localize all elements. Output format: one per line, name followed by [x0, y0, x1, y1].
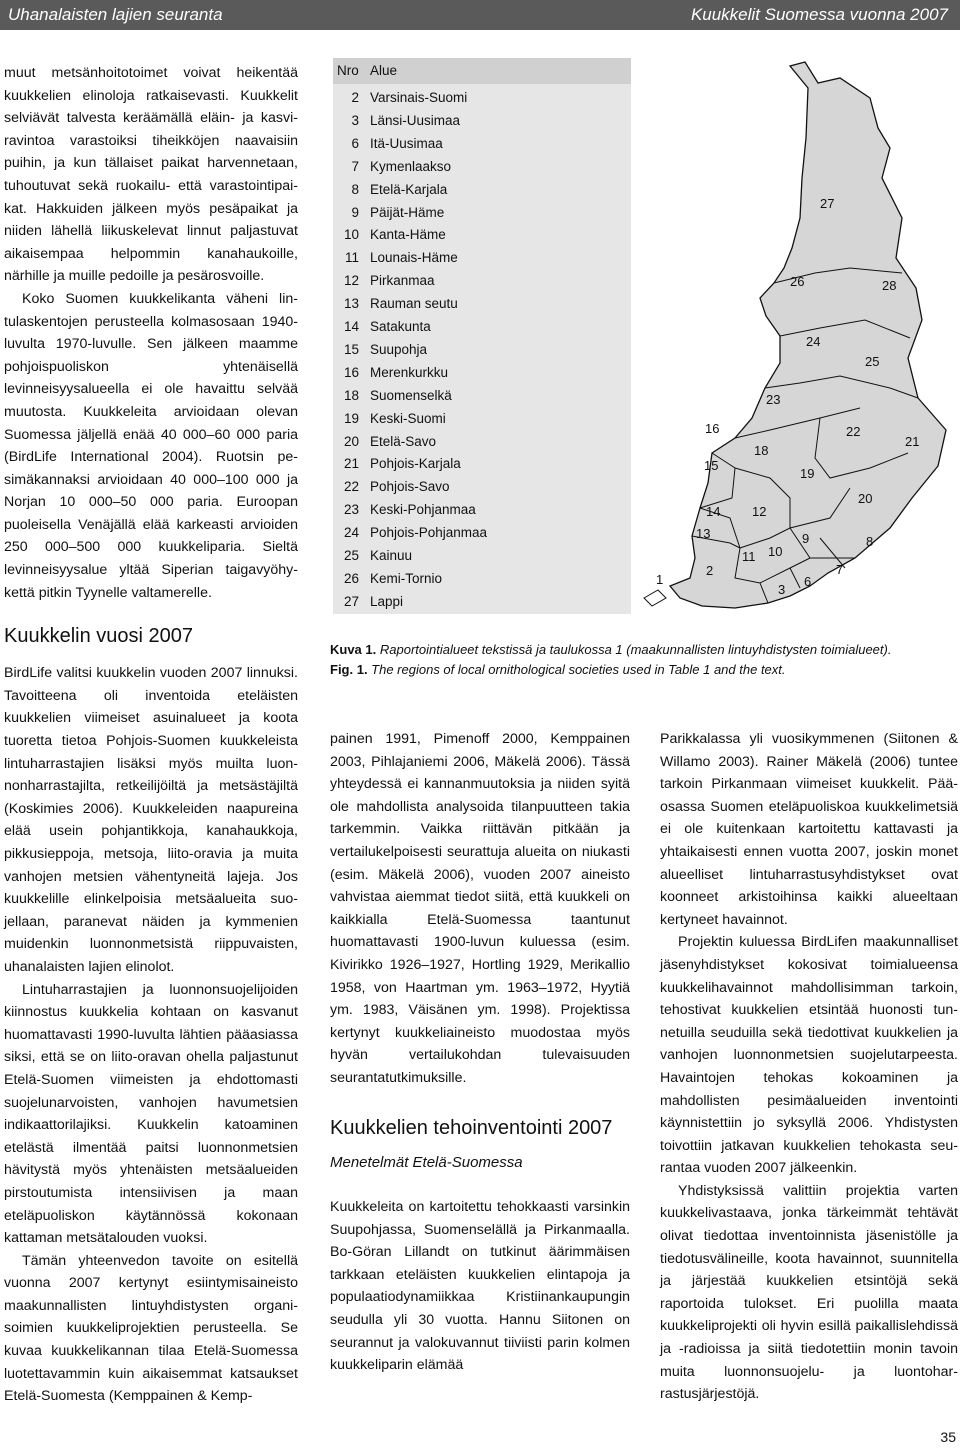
map-region-label: 18 — [754, 443, 769, 458]
table-row — [333, 525, 631, 548]
map-region-label: 3 — [778, 582, 786, 597]
row-region: Lappi — [370, 593, 404, 609]
map-region-label: 23 — [766, 392, 781, 407]
row-number: 26 — [343, 570, 359, 586]
row-number: 25 — [343, 548, 359, 563]
table-row — [333, 136, 631, 159]
row-region: Kanta-Häme — [370, 227, 446, 243]
header-alue: Alue — [370, 63, 398, 78]
row-region: Etelä-Savo — [370, 433, 437, 449]
paragraph: Projektin kuluessa BirdLifen maakunnalliset jäsenyhdistykset kokosivat toimialueensa kuukkelihavainnot mahdollisimman tarkoin, tehostivat kuukkelien etsintää huonosti tunnetuilla seuduilla sekä tiedottivat kuukkelien ja vanhojen luonnonmetsien suojelutarpeesta. Havaintojen tehokas kokoaminen ja mahdollisten pesimäalueiden inventointi käynnistettiin jo syksyllä 2006. Yhdistysten toivottiin jatkavan kuukkelien tehokasta seurantaa vuoden 2007 jälkeenkin. — [660, 934, 958, 1177]
caption-text-en: The regions of local ornithological societies used in Table 1 and the text. — [367, 662, 786, 677]
row-number: 9 — [351, 204, 359, 220]
map-region-label: 22 — [846, 424, 861, 439]
table-row — [333, 434, 631, 457]
map-region-label: 6 — [804, 574, 812, 589]
header-nro: Nro — [337, 63, 359, 78]
row-region: Etelä-Karjala — [370, 181, 448, 197]
row-number: 13 — [343, 296, 359, 312]
table-row — [333, 594, 631, 617]
table-row — [333, 342, 631, 365]
header-right: Kuukkelit Suomessa vuonna 2007 — [690, 5, 948, 24]
map-region-label: 9 — [802, 531, 810, 546]
header-left: Uhanalaisten lajien seuranta — [8, 5, 223, 24]
table-row — [333, 296, 631, 319]
row-number: 22 — [343, 479, 359, 495]
table-header — [333, 58, 631, 84]
map-region-label: 24 — [806, 334, 821, 349]
map-region-label: 25 — [865, 354, 880, 369]
column-1 — [4, 62, 298, 1408]
map-region-label: 16 — [705, 421, 720, 436]
subsection-heading: Menetelmät Etelä-Suomessa — [330, 1153, 523, 1171]
paragraph: BirdLife valitsi kuukkelin vuoden 2007 linnuksi. Tavoitteena oli inventoida eteläisten kuukkelien viimeiset asuinalueet ja koota tuoretta tietoa Pohjois-Suomen kuukkeleista lintuharrastajien lisäksi myös muilta luonnonharrastajilta, retkeilijöiltä ja metsästäjiltä (Koskimies 2006). Kuukkeleiden naapureina elää usein pohjantikkoja, kanahaukkoja, pikkusieppoja, metsoja, liito-oravia ja muita vanhojen metsien vähentyneitä lajeja. Jos kuukkelille elinkelpoisia metsäalueita suojellaan, paranevat näiden ja kymmenien muidenkin luonnonmetsistä riippuvaisten, uhanalaisten lajien elinolot. — [4, 665, 298, 975]
aland-islands — [644, 590, 666, 606]
column-2 — [330, 728, 630, 1377]
map-region-label: 15 — [704, 458, 719, 473]
region-map — [640, 58, 960, 618]
paragraph: Parikkalassa yli vuosikymmenen (Siitonen & Willamo 2003). Rainer Mäkelä (2006) tuntee tarkoin Pirkanmaan viimeiset kuukkelit. Pääosassa Suomen eteläpuoliskoa kuukkelimetsiä ei ole kuitenkaan kartoitettu kattavasti ja yhtaikaisesti ennen vuotta 2007, joskin monet alueelliset lintuharrastusyhdistykset ovat koonneet arkistoihinsa kaikki alueeltaan kertyneet havainnot. — [660, 731, 958, 928]
row-number: 15 — [343, 341, 359, 357]
row-region: Pohjois-Karjala — [370, 456, 461, 472]
map-region-label: 7 — [836, 562, 844, 577]
section-heading: Kuukkelien tehoinventointi 2007 — [330, 1116, 613, 1139]
paragraph: muut metsänhoitotoimet voivat heikentää kuukkelien elinoloja ratkaisevasti. Kuukkelit selviävät talvesta keräämällä eläin- ja kasviravintoa varastoiksi tiheikköjen naavaisiin puihin, ja kun tällaiset paikat harvennetaan, tuhoutuvat sekä ruokailu- että varastointipaikat. Hakkuiden jälkeen myös pesäpaikat ja niiden lähellä liikuskelevat linnut paljastuvat aikaisempaa helpommin kanahaukoille, närhille ja muille pedoille ja pesärosvoille. — [4, 65, 298, 285]
row-number: 3 — [351, 112, 359, 128]
table-row — [333, 227, 631, 250]
row-number: 10 — [343, 227, 359, 243]
map-region-label: 26 — [790, 274, 805, 289]
map-region-label: 19 — [800, 466, 815, 481]
section-heading: Kuukkelin vuosi 2007 — [4, 625, 194, 648]
paragraph: painen 1991, Pimenoff 2000, Kemppainen 2003, Pihlajaniemi 2006, Mäkelä 2006). Tässä yhteydessä ei kannanmuutoksia ja niiden syitä ole mahdollista analysoida tilanpuutteen takia tarkemmin. Vaikka riittävän pitkään ja vertailukelpoisesti seurattuja alueita on niukasti (esim. Mäkelä 2006), vuoden 2007 aineisto vahvistaa aiemmat tiedot siitä, että kuukkeli on kaikkialla Etelä-Suomessa taantunut huomattavasti 1900-luvun kuluessa (esim. Kivirikko 1926–1927, Hortling 1929, Merikallio 1958, von Haartman ym. 1963–1972, Hyytiä ym. 1983, Väisänen ym. 1998). Projektissa kertynyt kuukkeliaineisto muodostaa myös hyvän vertailukohdan tulevaisuuden seurantatutkimuksille. — [330, 731, 630, 1086]
row-number: 21 — [343, 456, 359, 472]
paragraph: Lintuharrastajien ja luonnonsuojelijoiden kiinnostus kuukkelia kohtaan on kasvanut huomattavasti 1990-luvulta lähtien pääasiassa siksi, että se on liito-oravan ohella paljastunut Etelä-Suomen viimeisten ja ehdottomasti suojelunarvoisten, vanhojen havumetsien indikaattorilajiksi. Kuukkelin katoaminen etelästä ilmentää paitsi luonnonmetsien hävitystä myös yhtenäisten metsäalueiden pirstoutumista intensiivisen ja maan eteläpuoliskon käytännössä kokonaan kattaman metsätalouden vuoksi. — [4, 981, 298, 1247]
table-row — [333, 365, 631, 388]
row-number: 16 — [343, 364, 359, 380]
column-3 — [660, 728, 958, 1406]
table-row — [333, 319, 631, 342]
row-region: Varsinais-Suomi — [370, 90, 468, 105]
caption-text-fi: Raportointialueet tekstissä ja taulukossa 1 (maakunnallisten lintuyhdistysten toimialueet). — [376, 642, 892, 657]
page-number: 35 — [940, 1429, 956, 1445]
figure-caption — [330, 640, 960, 680]
table-row — [333, 250, 631, 273]
table-row — [333, 273, 631, 296]
row-region: Keski-Suomi — [370, 410, 446, 426]
running-header — [0, 0, 960, 30]
row-number: 2 — [351, 90, 359, 105]
table-row — [333, 388, 631, 411]
table-row — [333, 113, 631, 136]
row-region: Suupohja — [370, 341, 428, 357]
paragraph: Kuukkeleita on kartoitettu tehokkaasti varsinkin Suupohjassa, Suomenselällä ja Pirkanmaalla. Bo-Göran Lillandt on tutkinut äärimmäisen tarkkaan eteläisten kuukkelien elintapoja ja populaatiodynamiikkaa Kristiinankaupungin seudulla yli 30 vuotta. Hannu Siitonen on seurannut ja valokuvannut tiiviisti parin kolmen kuukkeliparin elämää — [330, 1199, 630, 1374]
table-row — [333, 456, 631, 479]
row-number: 11 — [344, 250, 359, 266]
map-region-label: 28 — [882, 278, 897, 293]
row-number: 23 — [343, 502, 359, 518]
row-region: Keski-Pohjanmaa — [370, 502, 476, 518]
map-region-label: 20 — [858, 491, 873, 506]
row-region: Kymenlaakso — [370, 158, 452, 174]
paragraph: Yhdistyksissä valittiin projektia varten kuukkelivastaava, jonka tärkeimmät tehtävät olivat tiedottaa inventoinnista jäsenistölle ja tiedotusvälineille, koota havainnot, suunnitella ja järjestää kuukkelien etsintöjä sekä raportoida tulokset. Eri puolilla maata kuukkeliprojekti oli hyvin esillä paikallislehdissä ja -radioissa ja siitä tiedotettiin monin tavoin muita luonnonsuojelu- ja luontoharrastusjärjestöjä. — [660, 1182, 958, 1403]
row-region: Päijät-Häme — [370, 204, 445, 220]
table-row — [333, 411, 631, 434]
table-row — [333, 90, 631, 113]
paragraph: Koko Suomen kuukkelikanta väheni lintulaskentojen perusteella kolmasosaan 1940-luvulta 1970-luvulle. Sen jälkeen maamme pohjoispuoliskon yhtenäisellä levinneisyysalueella ei ole havaittu selvää muutosta. Kuukkeleita arvioidaan olevan Suomessa jäljellä enää 40 000–60 000 paria (BirdLife International 2004). Ruotsin pesimäkannaksi arvioidaan 40 000–100 000 ja Norjan 10 000–50 000 paria. Euroopan puoleisella Venäjällä elää karkeasti arvioiden 250 000–500 000 kuukkeliparia. Sieltä levinneisyysalue yltää Siperian taigavyöhykettä pitkin Tyynelle valtamerelle. — [4, 290, 298, 601]
table-row — [333, 571, 631, 594]
caption-key-en: Fig. 1. — [330, 662, 368, 677]
row-number: 14 — [343, 319, 359, 334]
row-region: Merenkurkku — [370, 364, 449, 380]
map-region-label: 21 — [905, 434, 920, 449]
table-row — [333, 479, 631, 502]
region-table — [333, 58, 631, 614]
row-number: 8 — [351, 181, 359, 197]
row-number: 27 — [343, 593, 359, 609]
table-row — [333, 182, 631, 205]
row-region: Satakunta — [370, 319, 431, 334]
map-region-label: 2 — [706, 563, 714, 578]
map-region-label: 14 — [706, 504, 721, 519]
map-region-label: 10 — [768, 544, 783, 559]
table-row — [333, 205, 631, 228]
map-region-label: 1 — [656, 572, 664, 587]
row-region: Länsi-Uusimaa — [370, 112, 461, 128]
map-region-label: 12 — [752, 504, 767, 519]
paragraph: Tämän yhteenvedon tavoite on esitellä vuonna 2007 kertynyt esiintymisaineisto maakunnallisten lintuyhdistysten organisoimien kuukkeliprojektien perusteella. Se kuvaa kuukkelikannan tilaa Etelä-Suomessa luotettavammin kuin aikaisemmat katsaukset Etelä-Suomesta (Kemppainen & Kemp- — [4, 1252, 298, 1405]
row-region: Pirkanmaa — [370, 273, 435, 289]
row-region: Suomenselkä — [370, 387, 452, 403]
row-number: 12 — [343, 273, 359, 289]
map-region-label: 8 — [866, 534, 874, 549]
map-region-label: 27 — [820, 196, 835, 211]
row-number: 7 — [351, 158, 359, 174]
row-region: Kainuu — [370, 548, 413, 563]
caption-key-fi: Kuva 1. — [330, 642, 377, 657]
row-region: Pohjois-Savo — [370, 479, 450, 495]
row-number: 20 — [343, 433, 359, 449]
map-region-label: 11 — [742, 549, 756, 564]
row-region: Kemi-Tornio — [370, 570, 443, 586]
row-region: Rauman seutu — [370, 296, 458, 312]
map-region-label: 13 — [696, 526, 711, 541]
table-row — [333, 548, 631, 571]
row-number: 18 — [343, 387, 359, 403]
table-row — [333, 159, 631, 182]
row-region: Pohjois-Pohjanmaa — [370, 525, 488, 541]
row-region: Lounais-Häme — [370, 250, 458, 266]
row-number: 24 — [343, 525, 359, 541]
row-number: 19 — [343, 410, 359, 426]
row-number: 6 — [351, 135, 359, 151]
table-row — [333, 502, 631, 525]
row-region: Itä-Uusimaa — [370, 135, 443, 151]
